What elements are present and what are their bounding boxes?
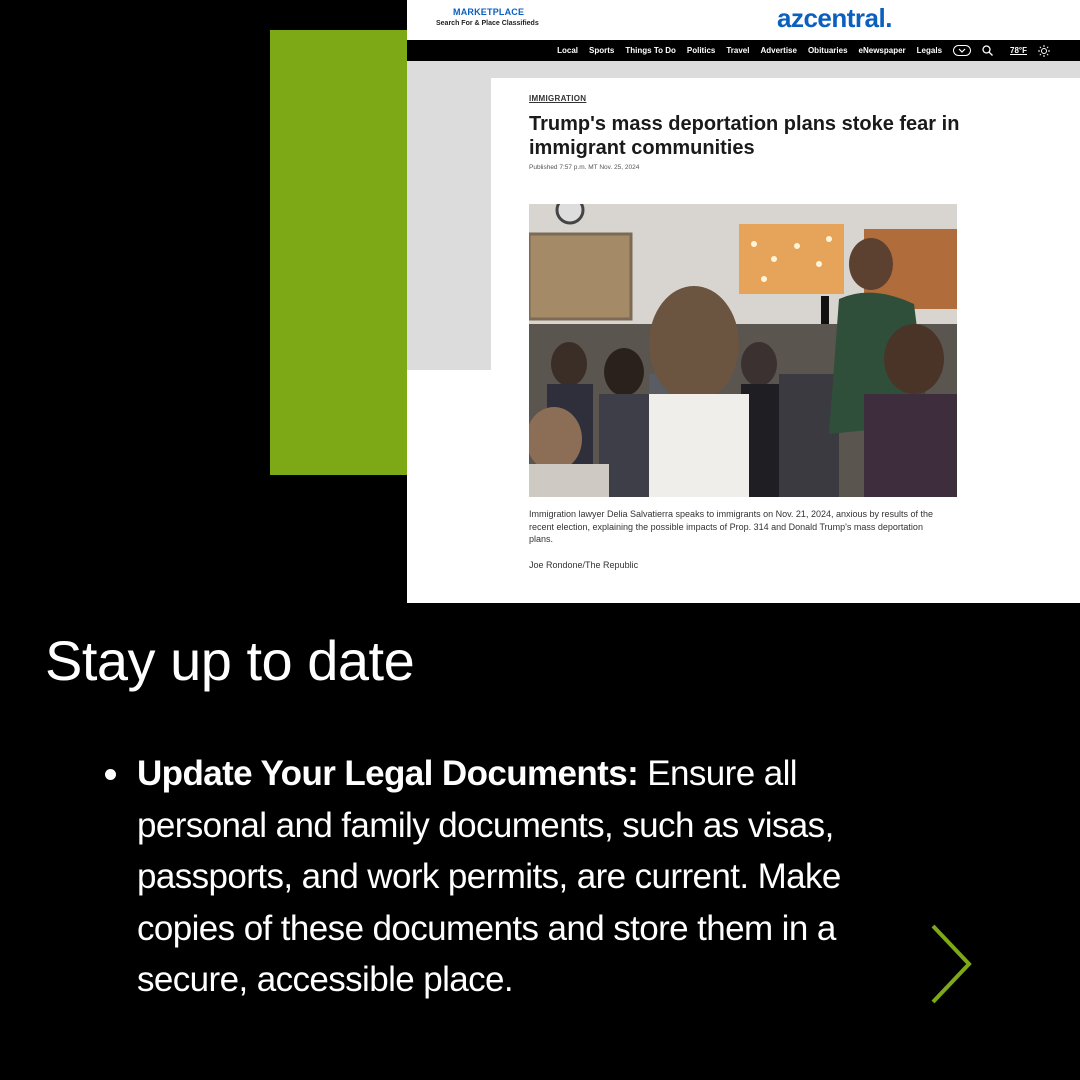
bullet-icon <box>105 769 116 780</box>
nav-item-local[interactable]: Local <box>557 46 579 55</box>
news-article-screenshot <box>407 0 1080 603</box>
next-slide-button[interactable] <box>925 920 975 1008</box>
photo-credit: Joe Rondone/The Republic <box>529 560 639 570</box>
green-accent-block <box>270 30 410 475</box>
news-header <box>407 0 1080 40</box>
nav-item-legals[interactable]: Legals <box>916 46 943 55</box>
logo-dot: . <box>885 3 892 33</box>
news-nav-bar <box>407 40 1080 61</box>
page-background-white <box>407 370 491 603</box>
tips-list <box>105 748 905 1006</box>
marketplace-subtitle: Search For & Place Classifieds <box>436 20 539 27</box>
more-dropdown-icon[interactable] <box>953 45 971 56</box>
nav-item-sports[interactable]: Sports <box>589 46 615 55</box>
chevron-right-icon <box>925 920 975 1008</box>
list-item <box>105 748 905 1006</box>
nav-item-politics[interactable]: Politics <box>686 46 716 55</box>
nav-item-advertise[interactable]: Advertise <box>760 46 797 55</box>
slide-heading: Stay up to date <box>45 629 415 692</box>
photo-caption: Immigration lawyer Delia Salvatierra speaks to immigrants on Nov. 21, 2024, anxious by results of the recent election, explaining the possible impacts of Prop. 314 and Donald Trump's mass deportation plans. <box>529 509 934 544</box>
weather-temperature[interactable]: 78°F <box>1010 46 1027 55</box>
article-published-date: Published 7:57 p.m. MT Nov. 25, 2024 <box>529 164 640 171</box>
nav-item-things-to-do[interactable]: Things To Do <box>625 46 676 55</box>
nav-item-obituaries[interactable]: Obituaries <box>807 46 848 55</box>
bullet-text: Ensure all personal and family documents, such as visas, passports, and work permits, are current. Make copies of these documents and store them in a secure, accessible place. <box>137 754 841 999</box>
azcentral-logo[interactable] <box>777 3 892 34</box>
article-card <box>491 78 1080 603</box>
bullet-title: Update Your Legal Documents: <box>137 754 639 793</box>
marketplace-link[interactable]: MARKETPLACE <box>453 7 525 17</box>
article-headline: Trump's mass deportation plans stoke fear in immigrant communities <box>529 113 960 159</box>
logo-text: azcentral <box>777 3 886 33</box>
nav-item-travel[interactable]: Travel <box>726 46 750 55</box>
article-photo[interactable] <box>529 204 957 497</box>
search-icon[interactable] <box>982 45 993 56</box>
article-category[interactable]: IMMIGRATION <box>529 94 587 103</box>
weather-sun-icon <box>1038 45 1050 57</box>
nav-item-enewspaper[interactable]: eNewspaper <box>858 46 906 55</box>
